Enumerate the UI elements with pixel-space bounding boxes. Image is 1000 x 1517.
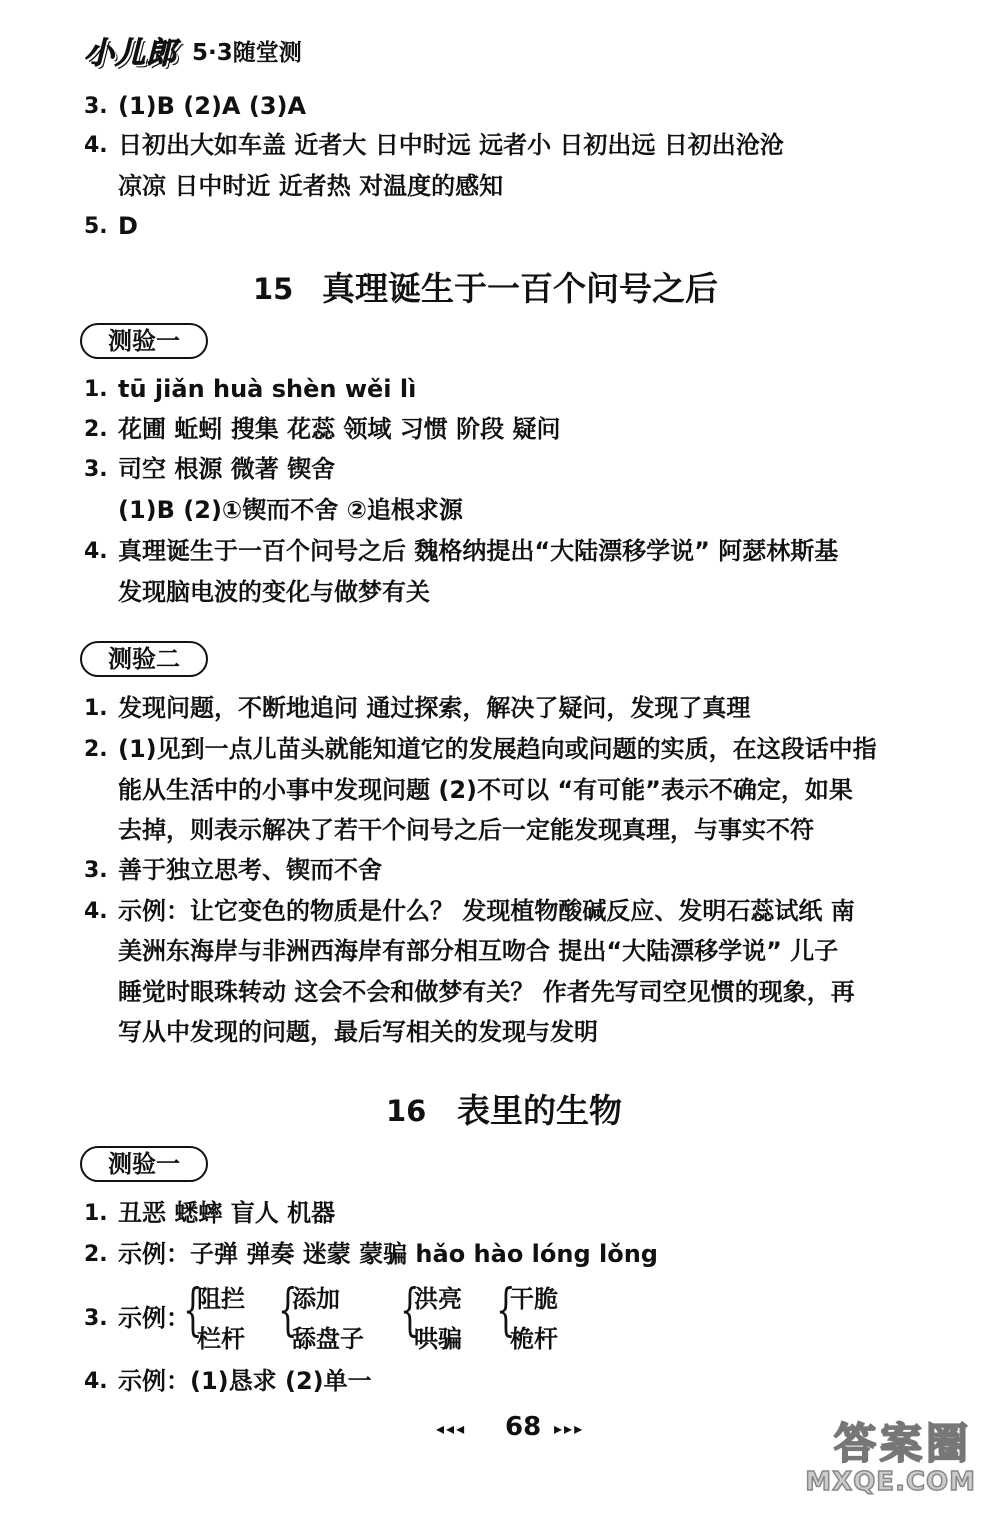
word-pair-top: 添加 xyxy=(292,1285,340,1313)
answer-text: 丑恶 蟋蟀 盲人 机器 xyxy=(118,1199,336,1227)
answer-number: 2. xyxy=(84,1242,108,1267)
answer-text-continued: 写从中发现的问题，最后写相关的发现与发明 xyxy=(118,1018,598,1046)
answer-number: 3. xyxy=(84,457,108,482)
brand-subtitle: 5·3随堂测 xyxy=(192,40,302,66)
left-brace-icon: { xyxy=(278,1278,298,1343)
word-pair-bottom: 哄骗 xyxy=(414,1325,462,1353)
answer-number: 2. xyxy=(84,417,108,442)
answer-text: tū jiǎn huà shèn wěi lì xyxy=(118,375,417,403)
watermark-logo: 答案圈 xyxy=(833,1419,972,1468)
page-number: 68 xyxy=(505,1412,542,1442)
test-label-pill: 测验一 xyxy=(80,1146,208,1182)
answer-text-continued: (1)B (2)①锲而不舍 ②追根求源 xyxy=(118,496,463,524)
word-pair-top: 阻拦 xyxy=(197,1285,245,1313)
answer-text: (1)见到一点儿苗头就能知道它的发展趋向或问题的实质，在这段话中指 xyxy=(118,735,877,763)
answer-text: 示例：让它变色的物质是什么？ 发现植物酸碱反应、发明石蕊试纸 南 xyxy=(118,897,855,925)
section-title: 表里的生物 xyxy=(457,1091,622,1130)
section-number: 16 xyxy=(386,1094,427,1128)
answer-text: (1)B (2)A (3)A xyxy=(118,92,307,120)
answer-text-continued: 睡觉时眼珠转动 这会不会和做梦有关？ 作者先写司空见惯的现象，再 xyxy=(118,978,855,1006)
answer-text: 发现问题，不断地追问 通过探索，解决了疑问，发现了真理 xyxy=(118,694,751,722)
answer-text: 示例：子弹 弹奏 迷蒙 蒙骗 hǎo hào lóng lǒng xyxy=(118,1240,658,1268)
answer-number: 1. xyxy=(84,1201,108,1226)
answer-number: 1. xyxy=(84,696,108,721)
answer-text-continued: 去掉，则表示解决了若干个问号之后一定能发现真理，与事实不符 xyxy=(118,816,814,844)
answer-text-continued: 凉凉 日中时近 近者热 对温度的感知 xyxy=(118,172,504,200)
left-brace-icon: { xyxy=(400,1278,420,1343)
word-pair-bottom: 舔盘子 xyxy=(292,1325,364,1353)
left-arrows-icon: ◂◂◂ xyxy=(436,1419,467,1438)
brand-logo: 小儿郎 xyxy=(84,36,177,71)
answer-text-continued: 能从生活中的小事中发现问题 (2)不可以 “有可能”表示不确定，如果 xyxy=(118,776,853,804)
test-label-pill: 测验一 xyxy=(80,323,208,359)
answer-text: 善于独立思考、锲而不舍 xyxy=(118,856,382,884)
word-pair-top: 干脆 xyxy=(510,1285,558,1313)
watermark-url: MXQE.COM xyxy=(805,1467,976,1497)
left-brace-icon: { xyxy=(183,1278,203,1343)
word-pair-bottom: 栏杆 xyxy=(197,1325,245,1353)
answer-number: 4. xyxy=(84,1369,108,1394)
answer-number: 3. xyxy=(84,1306,108,1331)
answer-text: D xyxy=(118,212,138,240)
word-pair-bottom: 桅杆 xyxy=(510,1325,558,1353)
answer-text: 示例：(1)恳求 (2)单一 xyxy=(118,1367,372,1395)
section-number: 15 xyxy=(253,272,294,306)
answer-number: 4. xyxy=(84,899,108,924)
answer-text: 司空 根源 微著 锲舍 xyxy=(118,455,336,483)
answer-text: 花圃 蚯蚓 搜集 花蕊 领域 习惯 阶段 疑问 xyxy=(118,415,561,443)
answer-number: 3. xyxy=(84,94,108,119)
answer-number: 1. xyxy=(84,377,108,402)
answer-text: 日初出大如车盖 近者大 日中时远 远者小 日初出远 日初出沧沧 xyxy=(118,131,784,159)
answer-text-continued: 美洲东海岸与非洲西海岸有部分相互吻合 提出“大陆漂移学说” 儿子 xyxy=(118,937,839,965)
answer-number: 4. xyxy=(84,539,108,564)
answer-text: 真理诞生于一百个问号之后 魏格纳提出“大陆漂移学说” 阿瑟林斯基 xyxy=(118,537,839,565)
answer-text-continued: 发现脑电波的变化与做梦有关 xyxy=(118,578,430,606)
left-brace-icon: { xyxy=(496,1278,516,1343)
answer-number: 5. xyxy=(84,214,108,239)
answer-number: 4. xyxy=(84,133,108,158)
word-pair-top: 洪亮 xyxy=(414,1285,462,1313)
answer-prefix: 示例： xyxy=(118,1304,190,1332)
answer-number: 2. xyxy=(84,737,108,762)
right-arrows-icon: ▸▸▸ xyxy=(554,1419,585,1438)
test-label-pill: 测验二 xyxy=(80,641,208,677)
section-title: 真理诞生于一百个问号之后 xyxy=(322,269,718,308)
answer-number: 3. xyxy=(84,858,108,883)
